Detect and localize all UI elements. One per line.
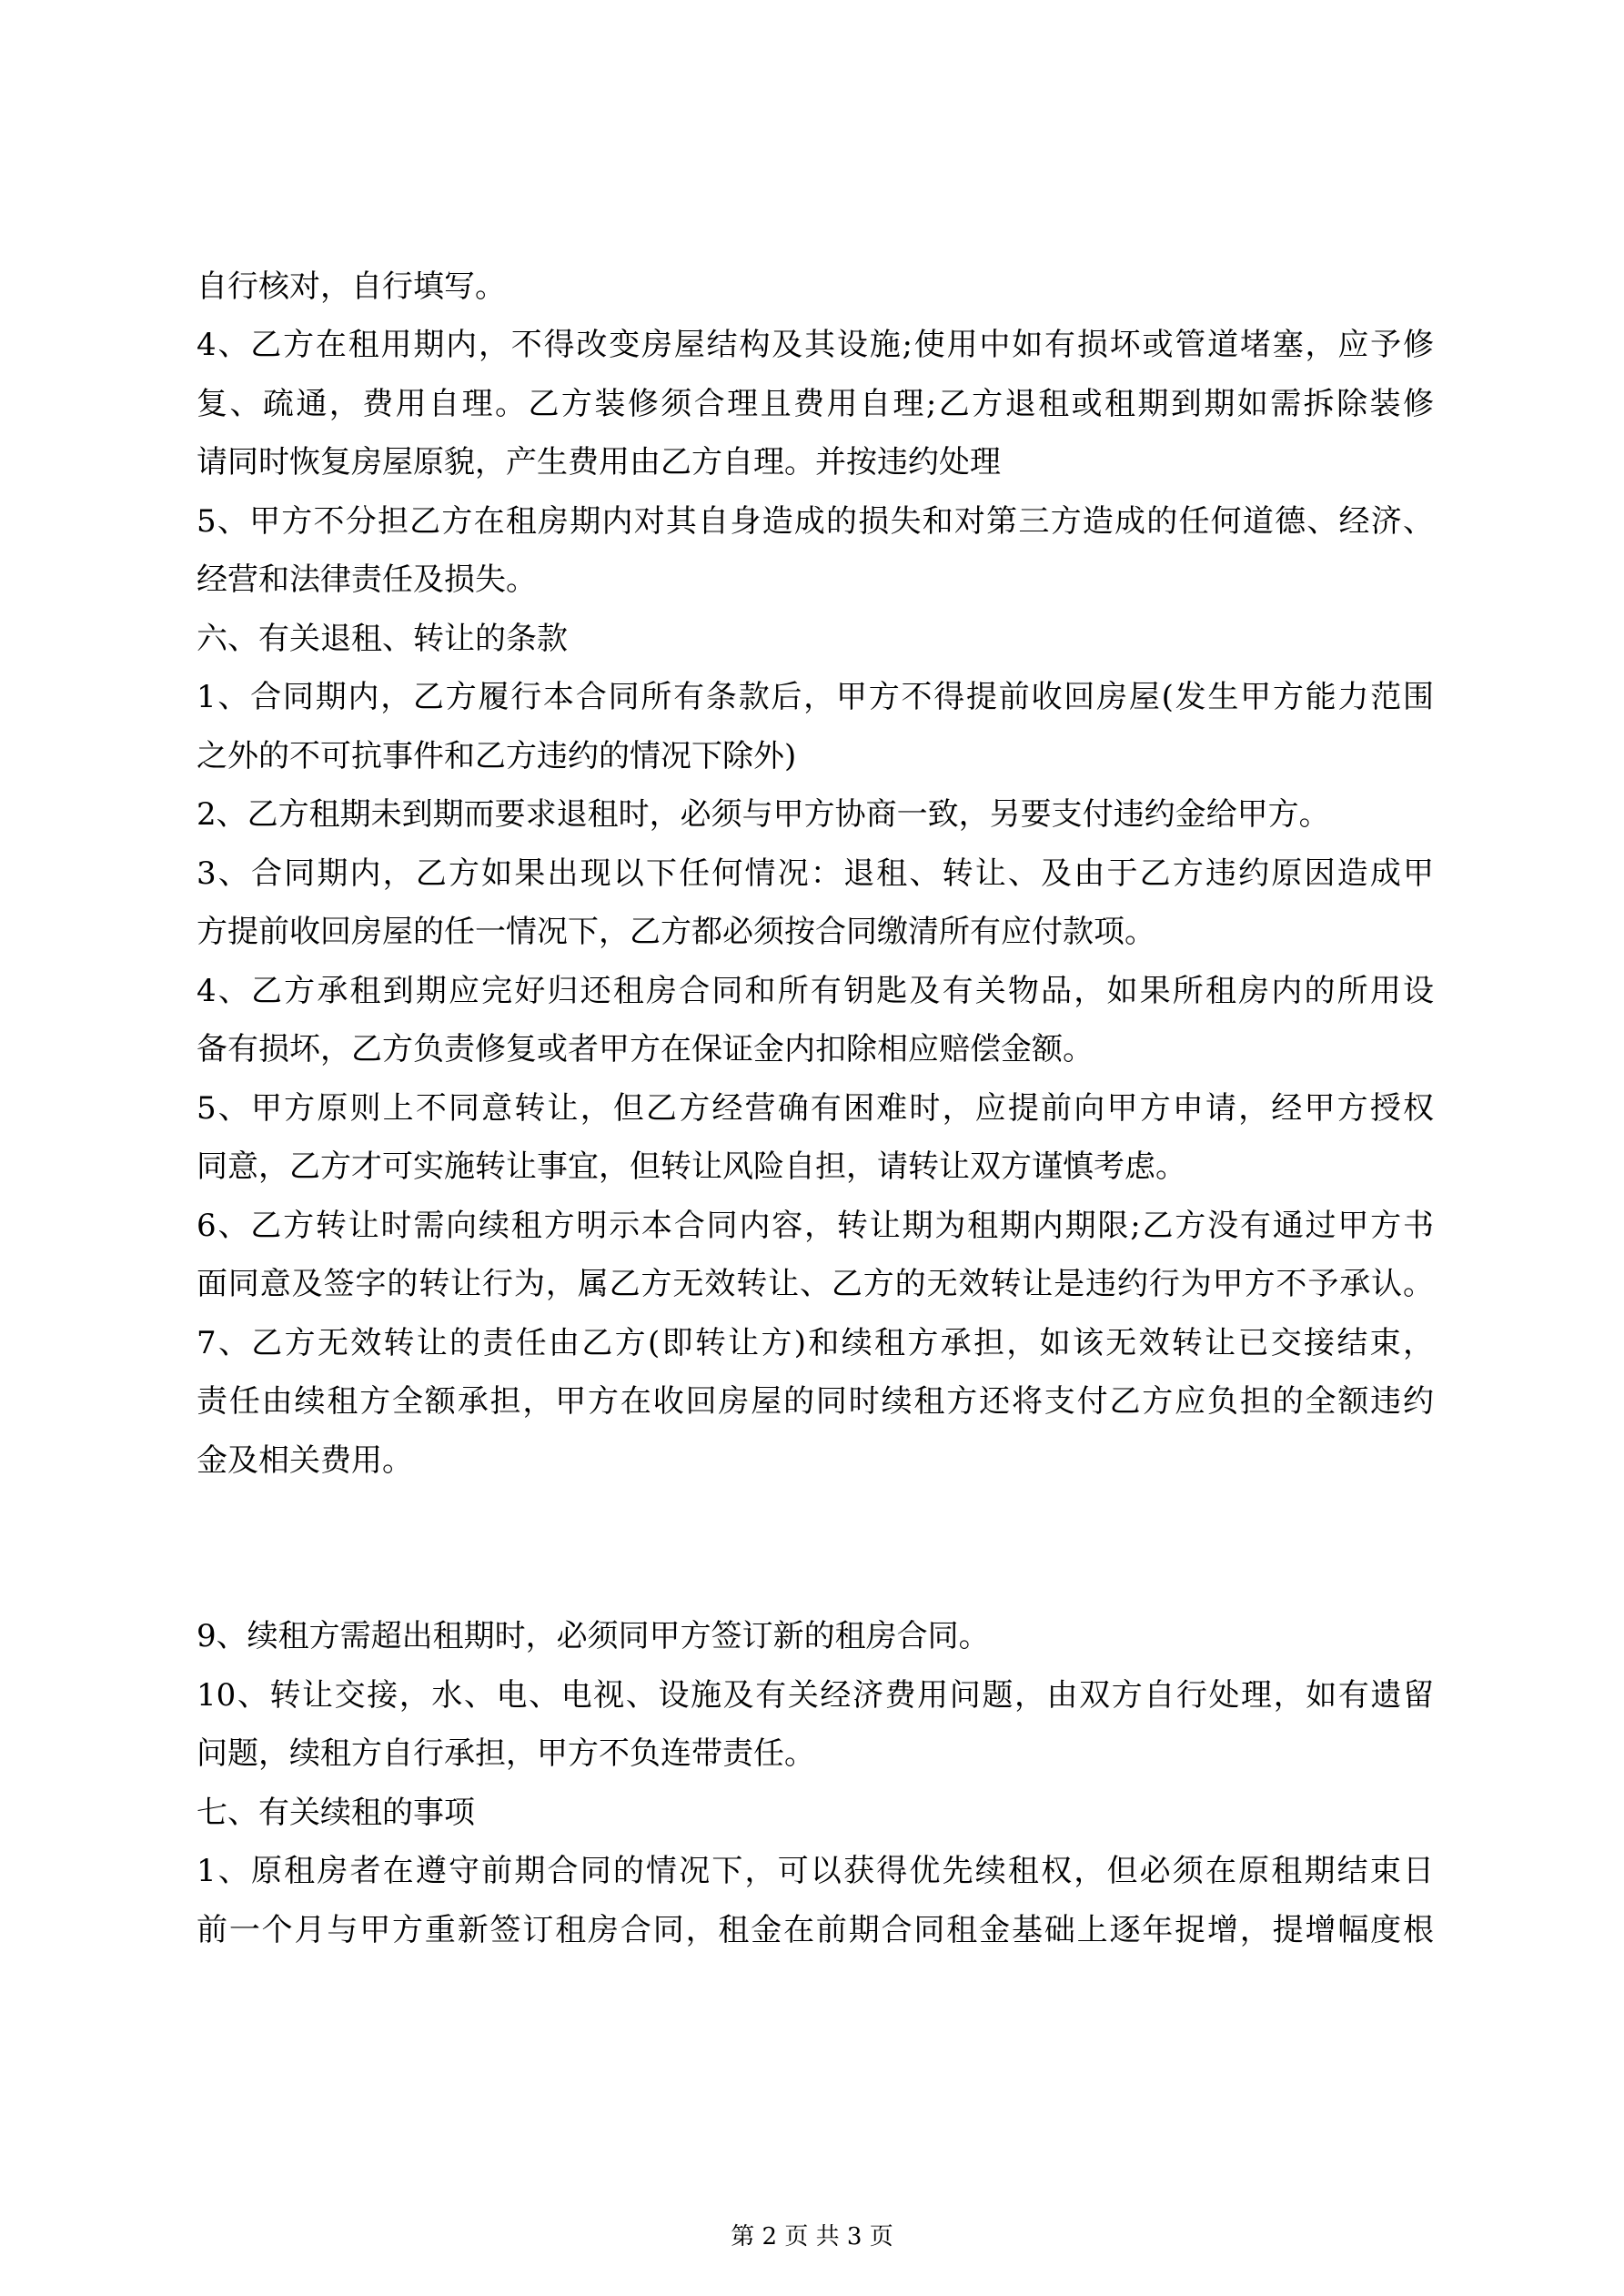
text-line — [197, 1901, 1434, 1960]
text-line — [197, 1255, 1434, 1314]
text-line — [197, 1549, 1434, 1608]
text-segment: 4、乙方在租用期内，不得改变房屋结构及其设施;使用中如有损坏或管道堵塞，应予修 — [197, 327, 1434, 363]
text-line — [197, 1314, 1434, 1373]
text-segment: 六、有关退租、转让的条款 — [197, 620, 568, 657]
text-segment: 7、乙方无效转让的责任由乙方(即转让方)和续租方承担，如该无效转让已交接结束， — [197, 1324, 1434, 1361]
text-segment: 金及相关费用。 — [197, 1441, 413, 1479]
text-segment: 1、原租房者在遵守前期合同的情况下，可以获得优先续租权，但必须在原租期结束日 — [197, 1853, 1434, 1889]
section-heading — [197, 1784, 1434, 1843]
text-segment: 5、甲方不分担乙方在租房期内对其自身造成的损失和对第三方造成的任何道德、经济、 — [197, 502, 1434, 540]
text-segment: 复、疏通，费用自理。乙方装修须合理且费用自理;乙方退租或租期到期如需拆除装修 — [197, 385, 1434, 422]
text-line — [197, 1490, 1434, 1549]
text-segment: 1、合同期内，乙方履行本合同所有条款后，甲方不得提前收回房屋(发生甲方能力范围 — [197, 679, 1434, 715]
text-line — [197, 1431, 1434, 1491]
text-segment: 七、有关续租的事项 — [197, 1794, 475, 1831]
text-line — [197, 316, 1434, 375]
text-segment: 2、乙方租期未到期而要求退租时，必须与甲方协商一致，另要支付违约金给甲方。 — [197, 796, 1330, 833]
text-segment: 前一个月与甲方重新签订租房合同，租金在前期合同租金基础上逐年捉增，提增幅度根 — [197, 1911, 1434, 1948]
page-number-footer: 第 2 页 共 3 页 — [731, 2223, 893, 2250]
text-line — [197, 375, 1434, 434]
text-line — [197, 1842, 1434, 1901]
text-line — [197, 727, 1434, 786]
text-line — [197, 1607, 1434, 1666]
document-body — [197, 198, 1434, 1959]
text-segment: 备有损坏，乙方负责修复或者甲方在保证金内扣除相应赔偿金额。 — [197, 1031, 1094, 1067]
text-segment: 面同意及签字的转让行为，属乙方无效转让、乙方的无效转让是违约行为甲方不予承认。 — [197, 1266, 1434, 1302]
text-segment: 方提前收回房屋的任一情况下，乙方都必须按合同缴清所有应付款项。 — [197, 914, 1155, 950]
text-segment: 自行核对，自行填写。 — [197, 268, 506, 305]
text-line — [197, 845, 1434, 904]
text-segment: 9、续租方需超出租期时，必须同甲方签订新的租房合同。 — [197, 1618, 990, 1654]
text-segment: 同意，乙方才可实施转让事宜，但转让风险自担，请转让双方谨慎考虑。 — [197, 1148, 1186, 1185]
text-line — [197, 903, 1434, 962]
text-line — [197, 1079, 1434, 1138]
text-line — [197, 492, 1434, 551]
text-line — [197, 1666, 1434, 1725]
text-segment: 请同时恢复房屋原貌，产生费用由乙方自理。并按违约处理 — [197, 444, 1001, 480]
text-line — [197, 785, 1434, 845]
text-line — [197, 433, 1434, 492]
text-line — [197, 1725, 1434, 1784]
section-heading — [197, 610, 1434, 669]
text-line — [197, 1372, 1434, 1431]
text-segment: 4、乙方承租到期应完好归还租房合同和所有钥匙及有关物品，如果所租房内的所用设 — [197, 972, 1434, 1009]
text-line — [197, 962, 1434, 1021]
text-line — [197, 1197, 1434, 1256]
text-segment: 责任由续租方全额承担，甲方在收回房屋的同时续租方还将支付乙方应负担的全额违约 — [197, 1383, 1434, 1420]
text-segment: 3、合同期内，乙方如果出现以下任何情况：退租、转让、及由于乙方违约原因造成甲 — [197, 855, 1434, 892]
text-line — [197, 1020, 1434, 1079]
text-line — [197, 551, 1434, 610]
text-line — [197, 258, 1434, 317]
text-line — [197, 198, 1434, 258]
text-line — [197, 668, 1434, 727]
text-segment: 5、甲方原则上不同意转让，但乙方经营确有困难时，应提前向甲方申请，经甲方授权 — [197, 1089, 1434, 1127]
text-segment: 问题，续租方自行承担，甲方不负连带责任。 — [197, 1735, 815, 1772]
text-line — [197, 1138, 1434, 1197]
text-segment: 6、乙方转让时需向续租方明示本合同内容，转让期为租期内期限;乙方没有通过甲方书 — [197, 1207, 1434, 1244]
text-segment: 10、转让交接，水、电、电视、设施及有关经济费用问题，由双方自行处理，如有遗留 — [197, 1676, 1434, 1714]
text-segment: 经营和法律责任及损失。 — [197, 561, 537, 598]
text-segment: 之外的不可抗事件和乙方违约的情况下除外) — [197, 737, 797, 774]
